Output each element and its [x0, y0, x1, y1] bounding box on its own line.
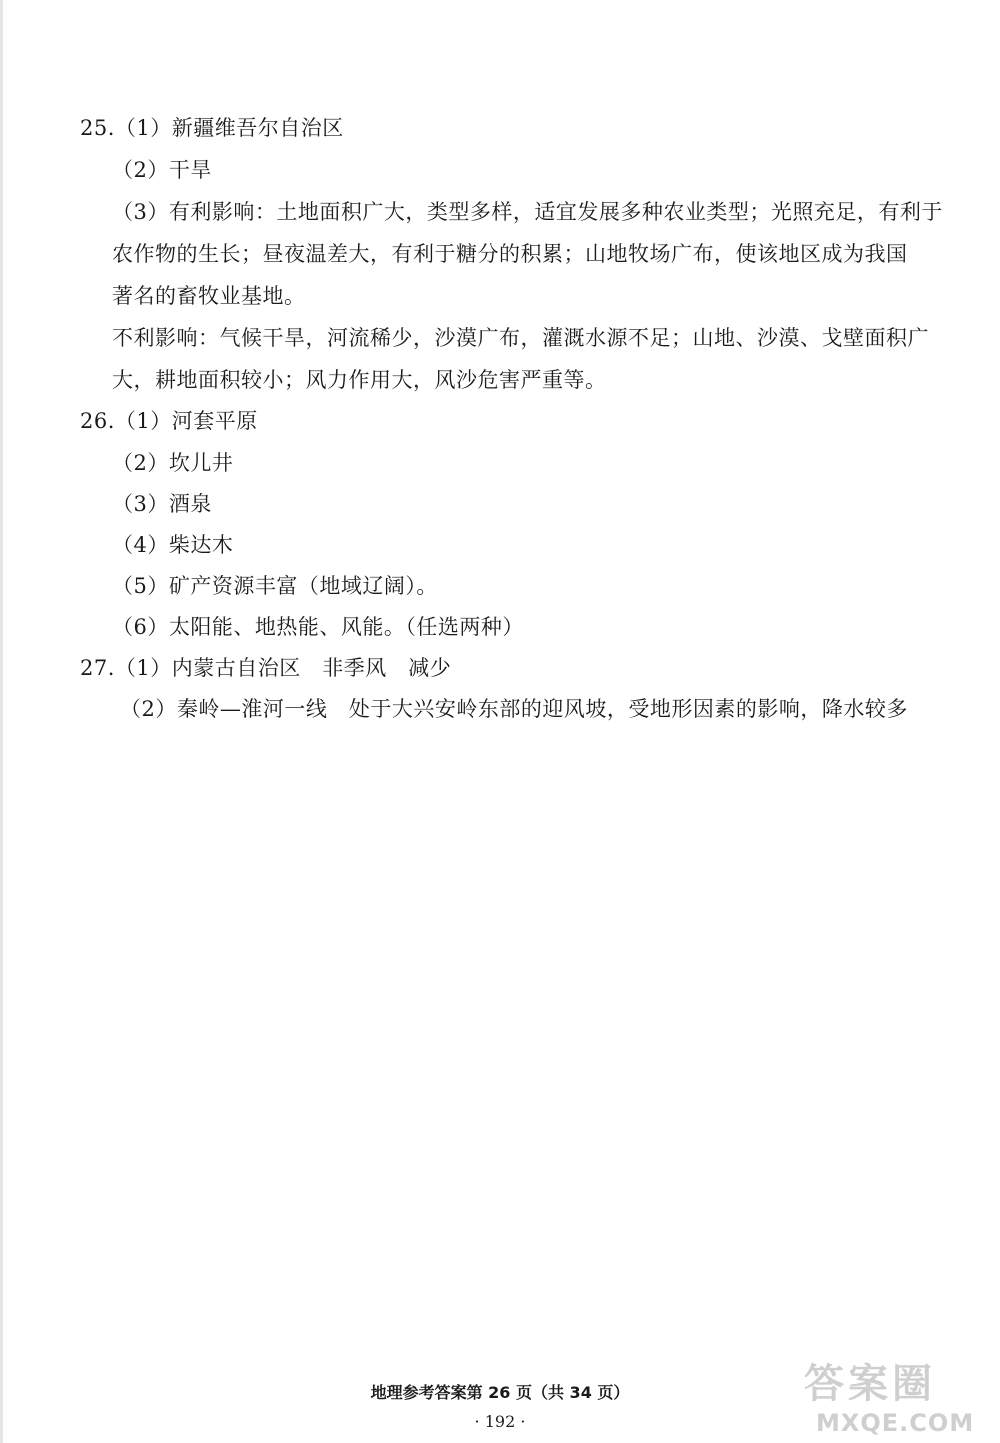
- q25-part3-line5: 大，耕地面积较小；风力作用大，风沙危害严重等。: [112, 368, 607, 392]
- q26-part3: （3）酒泉: [112, 492, 212, 516]
- site-watermark-logo: [800, 1360, 996, 1440]
- q27-part2: （2）秦岭—淮河一线 处于大兴安岭东部的迎风坡，受地形因素的影响，降水较多: [120, 697, 908, 721]
- scan-edge-shadow: [0, 0, 3, 1443]
- q25-part3-line4: 不利影响：气候干旱，河流稀少，沙漠广布，灌溉水源不足；山地、沙漠、戈壁面积广: [112, 326, 929, 350]
- q26-part1: 26.（1）河套平原: [80, 409, 258, 433]
- footer-page-number: · 192 ·: [474, 1412, 526, 1431]
- q27-part1: 27.（1）内蒙古自治区 非季风 减少: [80, 656, 452, 680]
- footer-answer-page-title: 地理参考答案第 26 页（共 34 页）: [370, 1383, 630, 1402]
- watermark-domain-text: MXQE.COM: [816, 1409, 975, 1437]
- q26-part6: （6）太阳能、地热能、风能。（任选两种）: [112, 615, 524, 639]
- q25-part3-line1: （3）有利影响：土地面积广大，类型多样，适宜发展多种农业类型；光照充足，有利于: [112, 200, 943, 224]
- watermark-chinese-text: 答案圈: [804, 1361, 936, 1407]
- q25-part1: 25.（1）新疆维吾尔自治区: [80, 116, 344, 140]
- q26-part2: （2）坎儿井: [112, 451, 234, 475]
- q25-part3-line3: 著名的畜牧业基地。: [112, 284, 306, 308]
- q25-part3-line2: 农作物的生长；昼夜温差大，有利于糖分的积累；山地牧场广布，使该地区成为我国: [112, 242, 908, 266]
- q25-part2: （2）干旱: [112, 158, 212, 182]
- q26-part4: （4）柴达木: [112, 533, 234, 557]
- q26-part5: （5）矿产资源丰富（地域辽阔）。: [112, 574, 438, 598]
